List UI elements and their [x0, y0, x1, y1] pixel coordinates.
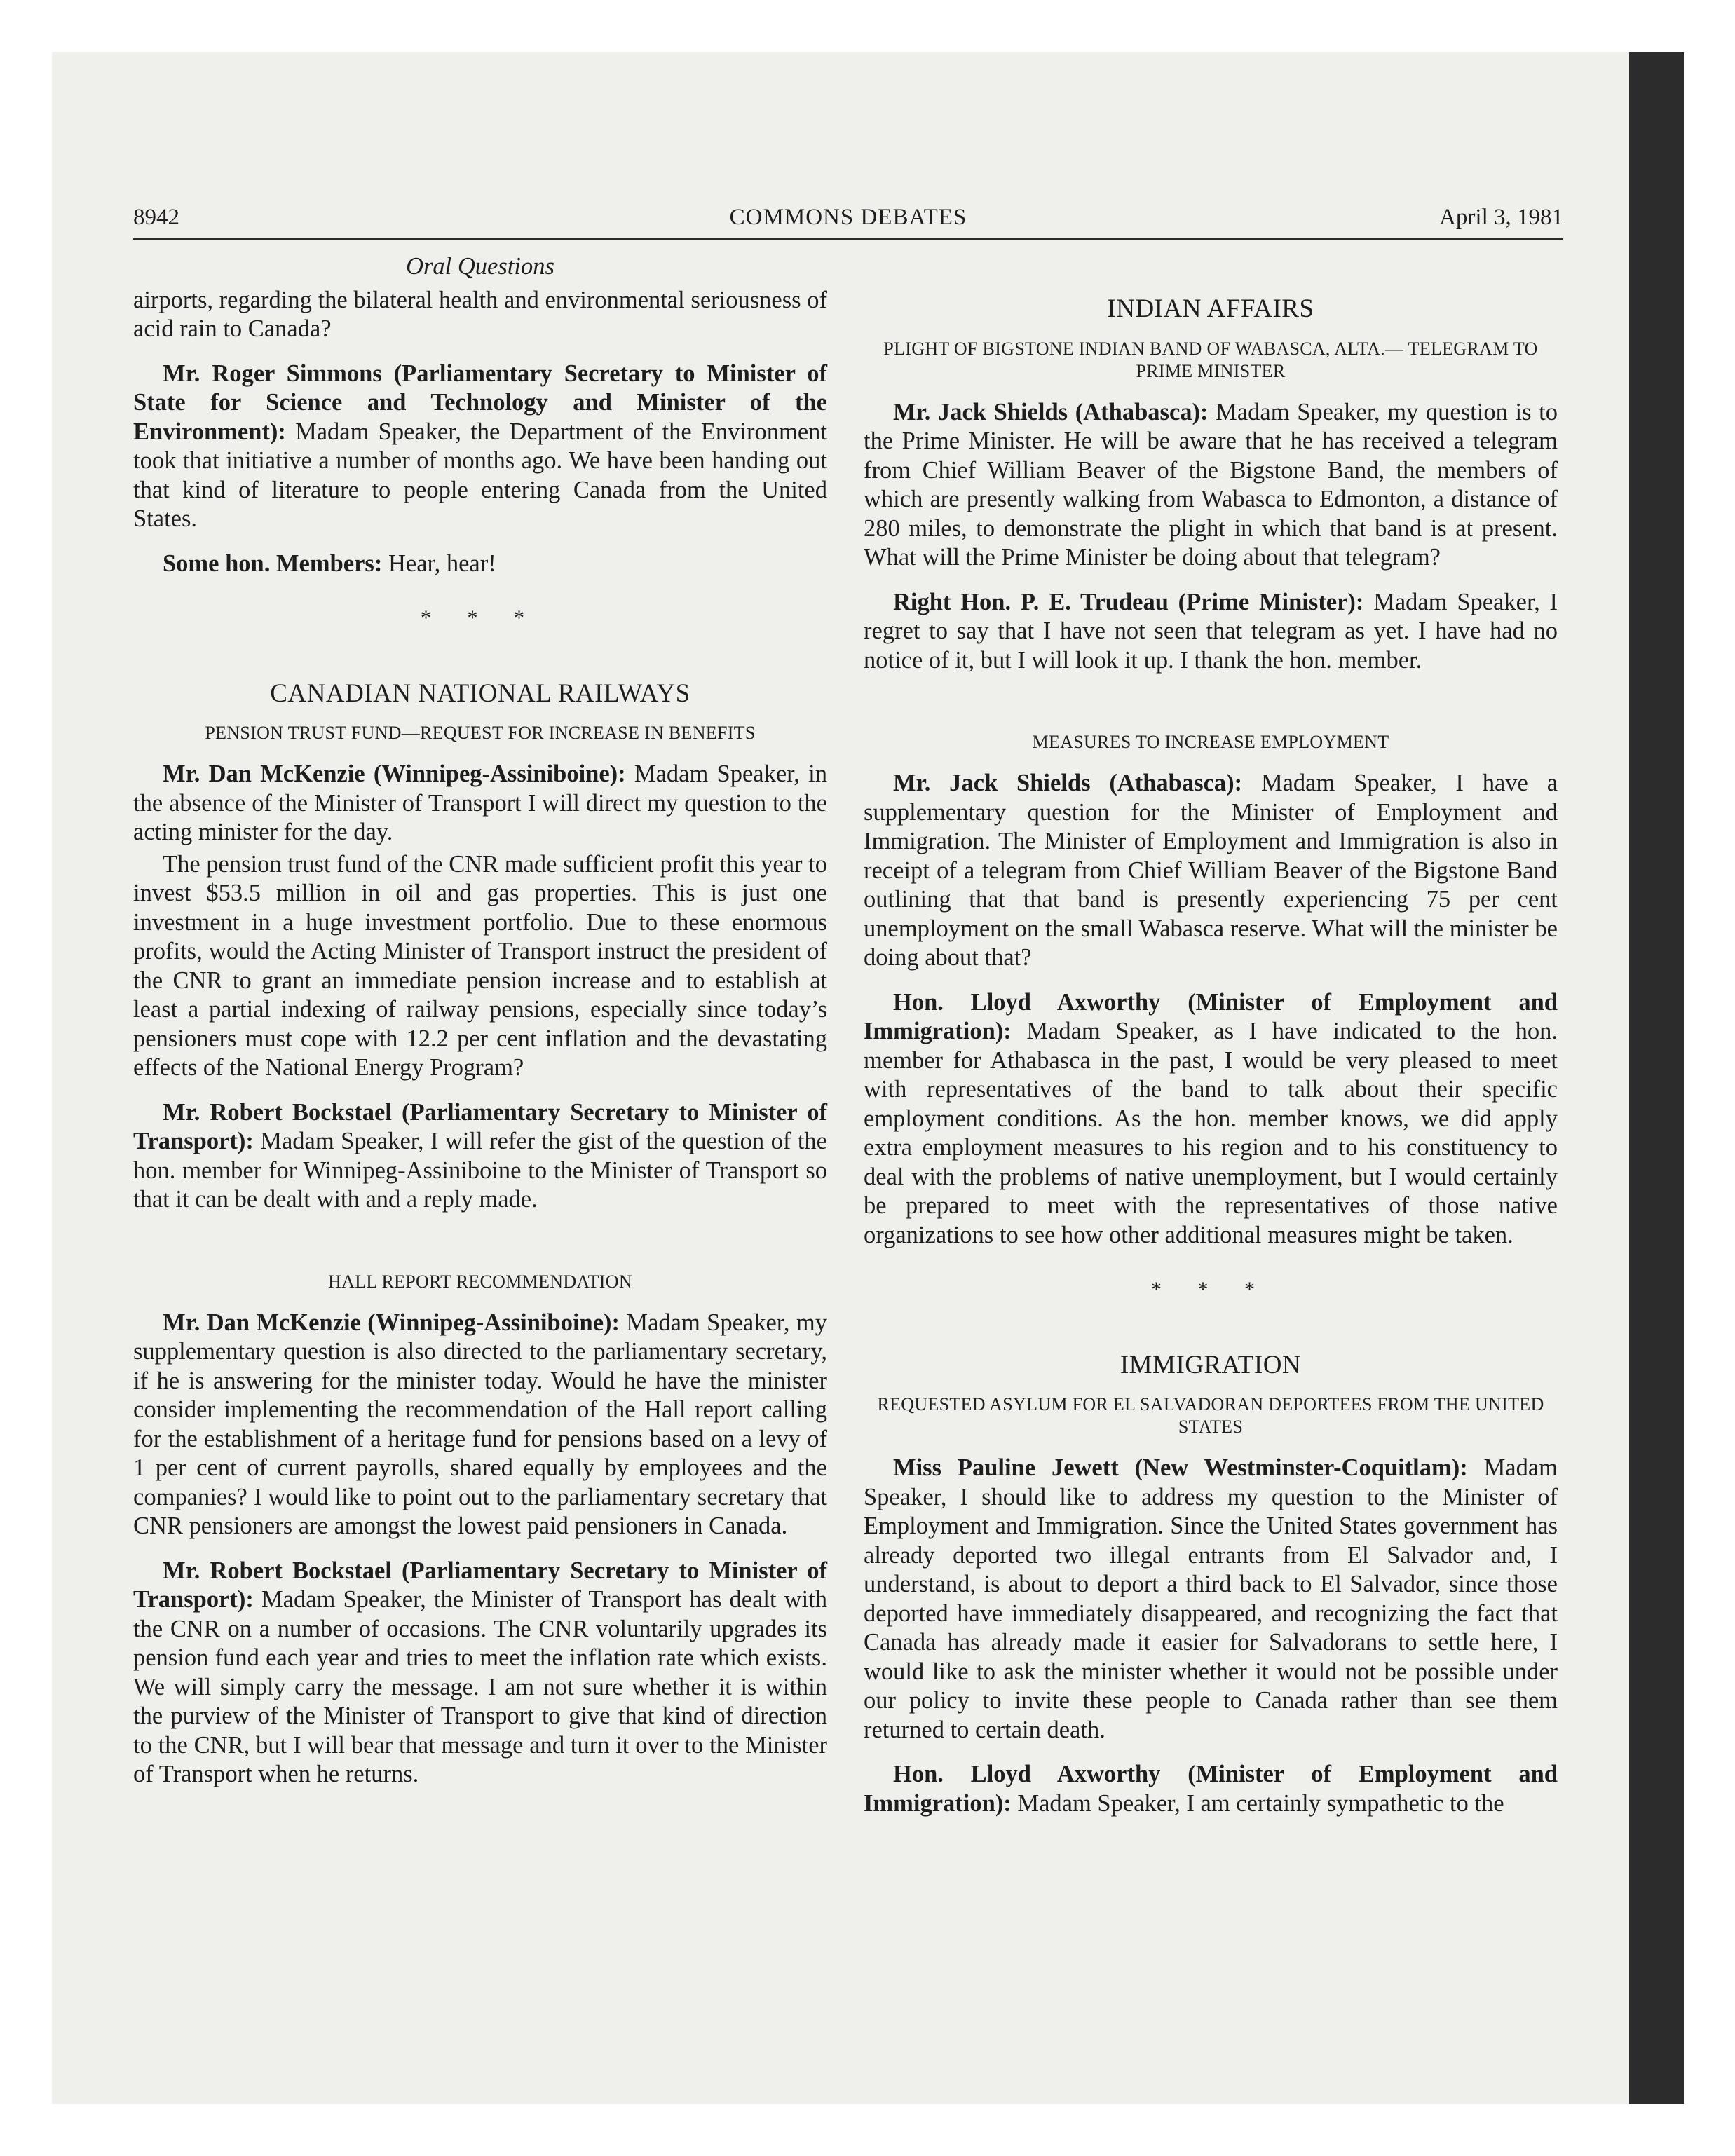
page-header [133, 205, 1563, 238]
subsection-heading: MEASURES TO INCREASE EMPLOYMENT [1032, 732, 1389, 752]
publication-date: April 3, 1981 [1439, 205, 1563, 230]
header-rule [133, 238, 1563, 240]
section-heading: INDIAN AFFAIRS [1107, 294, 1314, 323]
section-separator: * * * [1151, 1278, 1270, 1301]
speaker-name: Miss Pauline Jewett (New Westminster-Coquitlam): [893, 1454, 1468, 1481]
speech-paragraph [133, 550, 827, 579]
speaker-name: Right Hon. P. E. Trudeau (Prime Minister): [893, 588, 1364, 615]
page-number: 8942 [133, 205, 179, 230]
subsection-heading: PLIGHT OF BIGSTONE INDIAN BAND OF WABASCA, ALTA.— TELEGRAM TO PRIME MINISTER [883, 338, 1538, 381]
scan-edge-shadow [1629, 52, 1684, 2104]
speech-paragraph [133, 1098, 827, 1215]
section-heading: CANADIAN NATIONAL RAILWAYS [270, 678, 690, 708]
paragraph: The pension trust fund of the CNR made sufficient profit this year to invest $53.5 million in oil and gas properties. This is just one investment in a huge investment portfolio. Due to these enormous profits, would the Acting Minister of Transport instruct the president of the CNR to grant an immediate pension increase and to establish at least a partial indexing of railway pensions, especially since today’s pensioners must cope with 12.2 per cent inflation and the devastating effects of the National Energy Program? [133, 850, 827, 1081]
speaker-name: Mr. Robert Bockstael (Parliamentary Secretary to Minister of Transport): [133, 1557, 827, 1613]
speaker-name: Mr. Dan McKenzie (Winnipeg-Assiniboine): [163, 1309, 620, 1336]
speech-text: Madam Speaker, I regret to say that I have not seen that telegram as yet. I have had no notice of it, but I will look it up. I thank the hon. member. [864, 588, 1558, 674]
speech-text: Madam Speaker, as I have indicated to the hon. member for Athabasca in the past, I would be very pleased to meet with representatives of the band to talk about their specific employment conditions. As the hon. member knows, we did apply extra employment measures to his region and to his constituency to deal with the problems of native unemployment, but I would certainly be prepared to meet with the representatives of those native organizations to see how other additional measures might be taken. [864, 1018, 1558, 1248]
speech-text: Madam Speaker, I am certainly sympathetic to the [1011, 1789, 1504, 1817]
speaker-name: Mr. Jack Shields (Athabasca): [893, 770, 1243, 796]
speech-paragraph [133, 1309, 827, 1541]
speech-text: Madam Speaker, I have a supplementary question for the Minister of Employment and Immigration. The Minister of Employment and Immigration is also in receipt of a telegram from Chief William Beaver of the Bigstone Band outlining that that band is presently experiencing 75 per cent unemployment on the small Wabasca reserve. What will the minister be doing about that? [864, 770, 1558, 971]
speech-paragraph [133, 760, 827, 847]
speaker-name: Mr. Roger Simmons (Parliamentary Secretary to Minister of State for Science and Technology and Minister of the Environment): [133, 360, 827, 445]
speaker-name: Mr. Jack Shields (Athabasca): [893, 398, 1209, 425]
speaker-name: Hon. Lloyd Axworthy (Minister of Employment and Immigration): [864, 988, 1558, 1044]
speech-text: Madam Speaker, I should like to address my question to the Minister of Employment and Immigration. Since the United States government has already deported two illegal entrants from El Salvador and, I understand, is about to deport a third back to El Salvador, since those deported have immediately disappeared, and recognizing the fact that Canada has already made it easier for Salvadorans to settle here, I would like to ask the minister whether it would not be possible under our policy to invite these people to Canada rather than see them returned to certain death. [864, 1454, 1558, 1743]
speech-paragraph [864, 988, 1558, 1250]
speech-text: Madam Speaker, the Department of the Environment took that initiative a number of months ago. We have been handing out that kind of literature to people entering Canada from the United States. [133, 418, 827, 532]
section-separator: * * * [421, 606, 540, 629]
subsection-heading: REQUESTED ASYLUM FOR EL SALVADORAN DEPORTEES FROM THE UNITED STATES [877, 1394, 1544, 1437]
speech-paragraph [864, 588, 1558, 676]
running-head: Oral Questions [406, 253, 554, 280]
section-heading: IMMIGRATION [1120, 1350, 1302, 1379]
paragraph: airports, regarding the bilateral health and environmental seriousness of acid rain to Canada? [133, 286, 827, 342]
speech-text: Madam Speaker, in the absence of the Minister of Transport I will direct my question to the acting minister for the day. [133, 760, 827, 845]
speech-paragraph [133, 360, 827, 534]
speech-text: Hear, hear! [382, 550, 496, 577]
left-column [133, 252, 827, 1789]
speech-paragraph [864, 1454, 1558, 1745]
right-column [864, 252, 1558, 1818]
speaker-name: Mr. Dan McKenzie (Winnipeg-Assiniboine): [163, 760, 626, 787]
speech-paragraph [133, 1557, 827, 1789]
speech-text: Madam Speaker, I will refer the gist of the question of the hon. member for Winnipeg-Assiniboine to the Minister of Transport so that it can be dealt with and a reply made. [133, 1128, 827, 1213]
publication-title: COMMONS DEBATES [729, 205, 967, 230]
speech-paragraph [864, 398, 1558, 573]
speech-paragraph [864, 1760, 1558, 1818]
speaker-name: Some hon. Members: [163, 550, 383, 577]
speech-paragraph [864, 769, 1558, 973]
speech-text: Madam Speaker, the Minister of Transport has dealt with the CNR on a number of occasions. The CNR voluntarily upgrades its pension fund each year and tries to meet the inflation rate which exists. We will simply carry the message. I am not sure whether it is within the purview of the Minister of Transport to give that kind of direction to the CNR, but I will bear that message and turn it over to the Minister of Transport when he returns. [133, 1586, 827, 1787]
subsection-heading: PENSION TRUST FUND—REQUEST FOR INCREASE IN BENEFITS [205, 723, 756, 743]
speech-text: Madam Speaker, my question is to the Prime Minister. He will be aware that he has received a telegram from Chief William Beaver of the Bigstone Band, the members of which are presently walking from Wabasca to Edmonton, a distance of 280 miles, to demonstrate the plight in which that band is at present. What will the Prime Minister be doing about that telegram? [864, 398, 1558, 571]
speaker-name: Hon. Lloyd Axworthy (Minister of Employment and Immigration): [864, 1761, 1558, 1817]
speech-text: Madam Speaker, my supplementary question is also directed to the parliamentary secretary, if he is answering for the minister today. Would he have the minister consider implementing the recommendation of the Hall report calling for the establishment of a heritage fund for pensions based on a levy of 1 per cent of current payrolls, shared equally by employees and the companies? I would like to point out to the parliamentary secretary that CNR pensioners are amongst the lowest paid pensioners in Canada. [133, 1309, 827, 1539]
speaker-name: Mr. Robert Bockstael (Parliamentary Secretary to Minister of Transport): [133, 1098, 827, 1154]
subsection-heading: HALL REPORT RECOMMENDATION [328, 1271, 632, 1292]
